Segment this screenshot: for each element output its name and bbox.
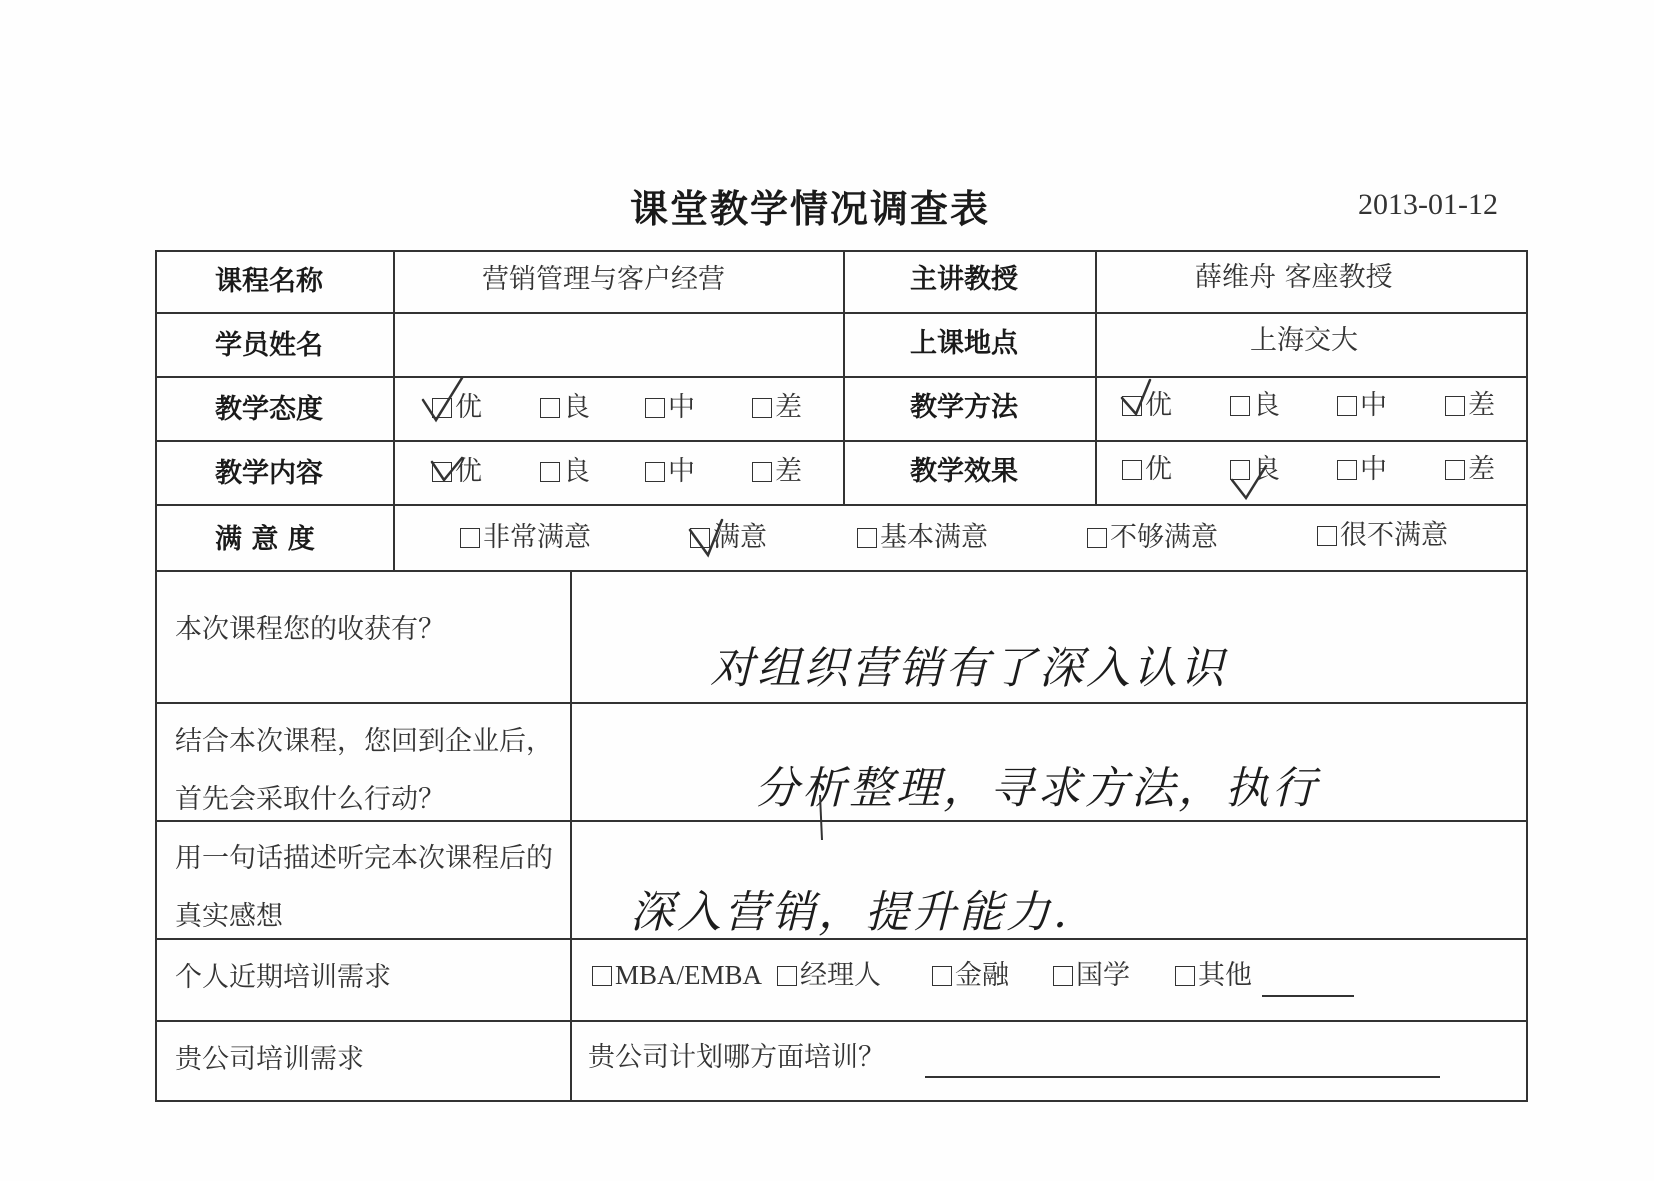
feeling-answer[interactable]: 深入营销，提升能力. bbox=[630, 887, 1070, 938]
effect-option-medium[interactable]: 中 bbox=[1337, 456, 1387, 483]
training-need-question: 个人近期培训需求 bbox=[175, 962, 391, 993]
satisfaction-option-satisfied[interactable]: 满意 bbox=[690, 524, 767, 551]
satisfaction-option-very-dissatisfied[interactable]: 很不满意 bbox=[1317, 522, 1448, 549]
attitude-option-good[interactable]: 良 bbox=[540, 394, 590, 421]
check-mark-icon bbox=[1232, 466, 1266, 498]
check-mark-icon bbox=[690, 520, 722, 555]
handwriting-stroke bbox=[820, 795, 822, 840]
method-option-poor[interactable]: 差 bbox=[1445, 392, 1495, 419]
training-option-mba[interactable]: MBA/EMBA bbox=[592, 962, 762, 989]
venue-label: 上课地点 bbox=[910, 328, 1018, 359]
content-option-good[interactable]: 良 bbox=[540, 458, 590, 485]
attitude-option-excellent[interactable]: 优 bbox=[432, 394, 482, 421]
course-name-label: 课程名称 bbox=[215, 266, 323, 297]
effect-option-good[interactable]: 良 bbox=[1230, 456, 1280, 483]
attitude-option-poor[interactable]: 差 bbox=[752, 394, 802, 421]
lecturer-label: 主讲教授 bbox=[910, 264, 1018, 295]
method-option-excellent[interactable]: 优 bbox=[1122, 392, 1172, 419]
satisfaction-label: 满 意 度 bbox=[215, 524, 315, 555]
method-option-good[interactable]: 良 bbox=[1230, 392, 1280, 419]
attitude-option-medium[interactable]: 中 bbox=[645, 394, 695, 421]
check-mark-icon bbox=[423, 378, 462, 420]
gain-question: 本次课程您的收获有？ bbox=[175, 614, 445, 645]
effect-option-poor[interactable]: 差 bbox=[1445, 456, 1495, 483]
content-option-excellent[interactable]: 优 bbox=[432, 458, 482, 485]
check-mark-icon bbox=[432, 458, 462, 480]
student-name-label: 学员姓名 bbox=[215, 330, 323, 361]
effect-option-excellent[interactable]: 优 bbox=[1122, 456, 1172, 483]
course-name-value[interactable]: 营销管理与客户经营 bbox=[482, 264, 725, 295]
company-need-prompt: 贵公司计划哪方面培训？ bbox=[588, 1042, 885, 1073]
teaching-attitude-label: 教学态度 bbox=[215, 394, 323, 425]
satisfaction-option-very[interactable]: 非常满意 bbox=[460, 524, 591, 551]
lecturer-value[interactable]: 薛维舟 客座教授 bbox=[1195, 262, 1393, 293]
action-question: 结合本次课程，您回到企业后，首先会采取什么行动？ bbox=[175, 726, 553, 815]
satisfaction-option-basic[interactable]: 基本满意 bbox=[857, 524, 988, 551]
method-option-medium[interactable]: 中 bbox=[1337, 392, 1387, 419]
training-option-other[interactable]: 其他 bbox=[1175, 962, 1252, 989]
company-need-question: 贵公司培训需求 bbox=[175, 1044, 364, 1075]
teaching-content-label: 教学内容 bbox=[215, 458, 323, 489]
feeling-question: 用一句话描述听完本次课程后的真实感想 bbox=[175, 843, 553, 932]
venue-value[interactable]: 上海交大 bbox=[1250, 325, 1358, 356]
training-option-sinology[interactable]: 国学 bbox=[1053, 962, 1130, 989]
check-mark-icon bbox=[1122, 380, 1150, 414]
training-option-manager[interactable]: 经理人 bbox=[777, 962, 881, 989]
satisfaction-option-insufficient[interactable]: 不够满意 bbox=[1087, 524, 1218, 551]
teaching-method-label: 教学方法 bbox=[910, 392, 1018, 423]
content-option-poor[interactable]: 差 bbox=[752, 458, 802, 485]
teaching-effect-label: 教学效果 bbox=[910, 456, 1018, 487]
action-answer[interactable]: 分析整理，寻求方法，执行 bbox=[755, 763, 1319, 814]
content-option-medium[interactable]: 中 bbox=[645, 458, 695, 485]
gain-answer[interactable]: 对组织营销有了深入认识 bbox=[710, 643, 1227, 694]
page-title: 课堂教学情况调查表 bbox=[630, 187, 991, 231]
training-option-finance[interactable]: 金融 bbox=[932, 962, 1009, 989]
survey-date: 2013-01-12 bbox=[1358, 188, 1498, 221]
